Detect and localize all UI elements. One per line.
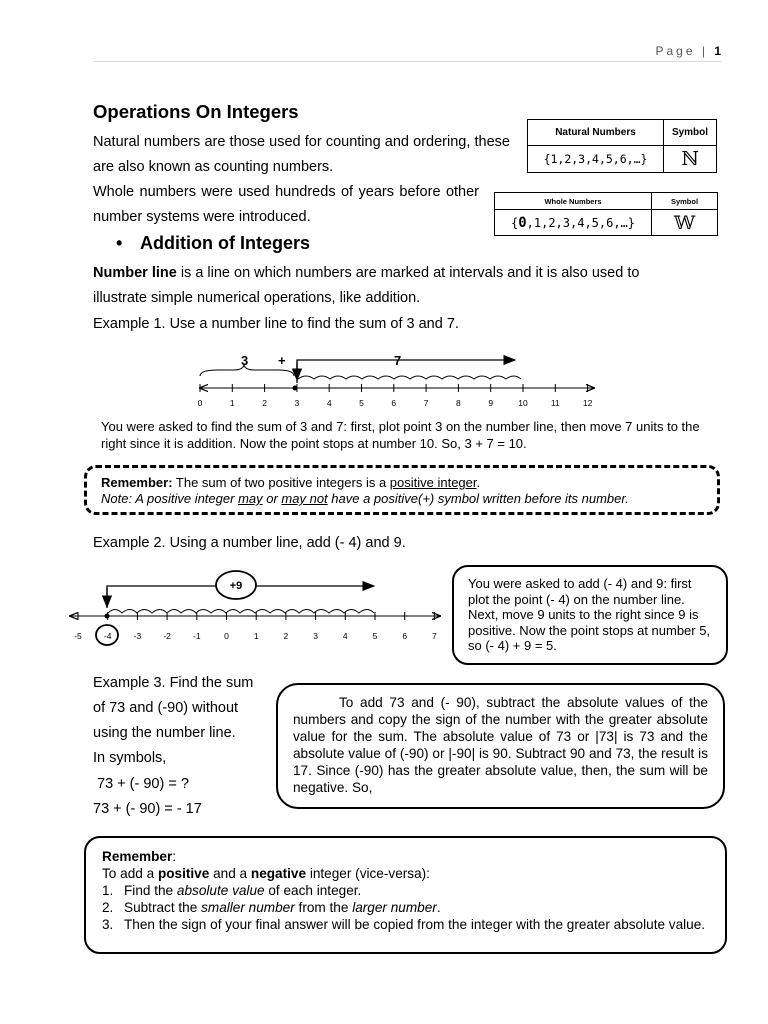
example2-tick-label: 1 <box>253 631 259 641</box>
example2-start-point <box>105 614 110 619</box>
whole-set <box>495 210 652 236</box>
example2-prompt: Example 2. Using a number line, add (- 4) and 9. <box>93 535 406 551</box>
example2-tick-label: 6 <box>402 631 408 641</box>
remember1-rule <box>101 475 703 491</box>
example1-label-b: 7 <box>394 353 402 368</box>
example2-tick-label: 3 <box>313 631 318 641</box>
natural-set: {1,2,3,4,5,6,…} <box>528 146 664 173</box>
example2-hops <box>108 610 374 614</box>
example1-tick-label: 4 <box>326 398 332 408</box>
page-word: Page <box>655 44 696 58</box>
natural-symbol: ℕ <box>664 146 717 173</box>
remember1-note <box>101 491 703 507</box>
step2-em2: larger number <box>352 900 437 915</box>
remember2-colon: : <box>172 849 177 864</box>
remember2-intro-c: integer (vice-versa): <box>306 866 430 881</box>
remember2-positive: positive <box>157 866 210 881</box>
example1-tick-label: 3 <box>294 398 300 408</box>
example3-line2: of 73 and (-90) without <box>93 700 239 716</box>
natural-symbol-header: Symbol <box>664 120 717 146</box>
example2-number-line <box>66 568 446 646</box>
page-title: Operations On Integers <box>93 101 299 122</box>
remember2-step1 <box>102 882 709 899</box>
example1-label-plus: + <box>278 353 286 368</box>
remember2-negative: negative <box>250 866 307 881</box>
example1-tick-label: 8 <box>456 398 461 408</box>
example1-jump-arrow <box>297 360 515 383</box>
whole-set-open: { <box>510 215 519 230</box>
remember2-intro-a: To add a <box>102 866 158 881</box>
step1-number: 1. <box>102 883 114 898</box>
example1-tick-label: 0 <box>197 398 203 408</box>
remember1-or: or <box>262 491 282 506</box>
step3-number: 3. <box>102 917 114 932</box>
example1-tick-label: 6 <box>391 398 397 408</box>
example1-tick-label: 10 <box>518 398 528 408</box>
step2-c: . <box>436 900 441 915</box>
example1-explanation: You were asked to find the sum of 3 and 7: first, plot point 3 on the number line, then move 7 units to the right since it is addition. Now the point stops at number 10. So, 3 + 7 = 10. <box>101 419 700 451</box>
step1-b: of each integer. <box>264 883 362 898</box>
example2-tick-label: 4 <box>342 631 348 641</box>
example1-tick-label: 2 <box>262 398 267 408</box>
step1-text <box>124 882 361 899</box>
natural-col-header: Natural Numbers <box>528 120 664 146</box>
example3-line1: Example 3. Find the sum <box>93 675 254 691</box>
example3-line4: In symbols, <box>93 750 167 766</box>
example2-tick-label: 2 <box>283 631 289 641</box>
example1-hops <box>298 376 521 379</box>
example1-prompt: Example 1. Use a number line to find the sum of 3 and 7. <box>93 316 459 332</box>
step2-a: Subtract the <box>124 900 202 915</box>
example2-explanation-box <box>452 565 728 665</box>
remember1-may: may <box>238 491 263 506</box>
page-header: Page | 1 <box>655 44 721 58</box>
example2-tick-label: 5 <box>372 631 378 641</box>
example2-tick-label: -1 <box>193 631 201 641</box>
step1-a: Find the <box>124 883 177 898</box>
natural-numbers-paragraph: Natural numbers are those used for counting and ordering, these are also known as counting numbers. <box>93 134 510 175</box>
number-line-term: Number line <box>93 265 177 281</box>
remember2-intro <box>102 865 709 882</box>
step2-number: 2. <box>102 900 114 915</box>
remember1-may-not: may not <box>281 491 328 506</box>
remember2-label: Remember <box>102 849 173 864</box>
example3-explanation-box <box>276 683 725 809</box>
step2-text <box>124 899 441 916</box>
example2-tick-label: 7 <box>432 631 437 641</box>
remember1-note-prefix: Note: A positive integer <box>101 491 239 506</box>
whole-symbol-header: Symbol <box>652 193 718 210</box>
whole-set-rest: ,1,2,3,4,5,6,…} <box>526 215 636 230</box>
example3-answer: 73 + (- 90) = - 17 <box>93 801 202 817</box>
remember1-text-after: . <box>476 475 481 490</box>
example3-line3: using the number line. <box>93 725 236 741</box>
example3-explanation: To add 73 and (- 90), subtract the absolute values of the numbers and copy the sign of the number with the greater absolute value for the sum. The absolute value of 73 or |73| is 73 and the absolute value of (-90) or |-90| is 90. Subtract 90 and 73, the result is 17. Since (-90) has the greater absolute value, then, the sum will be negative. So, <box>293 695 708 795</box>
whole-numbers-table <box>494 192 718 236</box>
whole-symbol: 𝕎 <box>652 210 718 236</box>
example1-number-line <box>190 346 610 412</box>
example3-line5: 73 + (- 90) = ? <box>93 776 189 792</box>
example1-label-a: 3 <box>241 353 249 368</box>
remember2-box <box>84 836 727 954</box>
example1-tick-label: 11 <box>550 398 560 408</box>
example2-tick-label: -2 <box>163 631 171 641</box>
example2-tick-label: 0 <box>224 631 229 641</box>
example1-tick-label: 7 <box>423 398 429 408</box>
example2-explanation: You were asked to add (- 4) and 9: first plot the point (- 4) on the number line. Next, move 9 units to the right since 9 is positive. Now the point stops at number 5, so (- 4) + 9 = 5. <box>468 576 711 653</box>
header-divider <box>93 61 721 62</box>
step2-b: from the <box>294 900 353 915</box>
section-heading: Addition of Integers <box>140 233 310 253</box>
example2-tick-label: -5 <box>74 631 82 641</box>
remember2-step3 <box>102 916 709 933</box>
remember2-heading <box>102 848 709 865</box>
section-bullet: • <box>116 233 123 253</box>
step1-em: absolute value <box>176 883 265 898</box>
example1-tick-label: 1 <box>229 398 235 408</box>
remember2-intro-b: and a <box>209 866 251 881</box>
whole-numbers-paragraph: Whole numbers were used hundreds of years before other number systems were introduced. <box>93 184 479 225</box>
remember2-step2 <box>102 899 709 916</box>
step2-em1: smaller number <box>201 900 295 915</box>
whole-col-header: Whole Numbers <box>495 193 652 210</box>
example2-tick-label: -3 <box>133 631 142 641</box>
remember1-label: Remember: <box>101 475 173 490</box>
number-line-definition <box>93 261 693 311</box>
remember1-text-before: The sum of two positive integers is a <box>172 475 390 490</box>
remember1-note-suffix: have a positive(+) symbol written before its number. <box>327 491 629 506</box>
whole-set-zero: 0 <box>518 214 527 231</box>
step3-text: Then the sign of your final answer will be copied from the integer with the greater absolute value. <box>124 917 706 932</box>
example2-tick-label: -4 <box>103 631 112 641</box>
page-number: 1 <box>714 44 721 58</box>
remember1-underlined: positive integer <box>389 475 477 490</box>
number-line-text: is a line on which numbers are marked at intervals and it is also used to illustrate simple numerical operations, like addition. <box>93 265 640 306</box>
example2-jump-label: +9 <box>229 580 243 592</box>
example1-tick-label: 5 <box>359 398 364 408</box>
example1-tick-label: 12 <box>582 398 593 408</box>
example1-tick-label: 9 <box>488 398 494 408</box>
remember1-box <box>84 465 720 515</box>
natural-numbers-table <box>527 119 717 173</box>
